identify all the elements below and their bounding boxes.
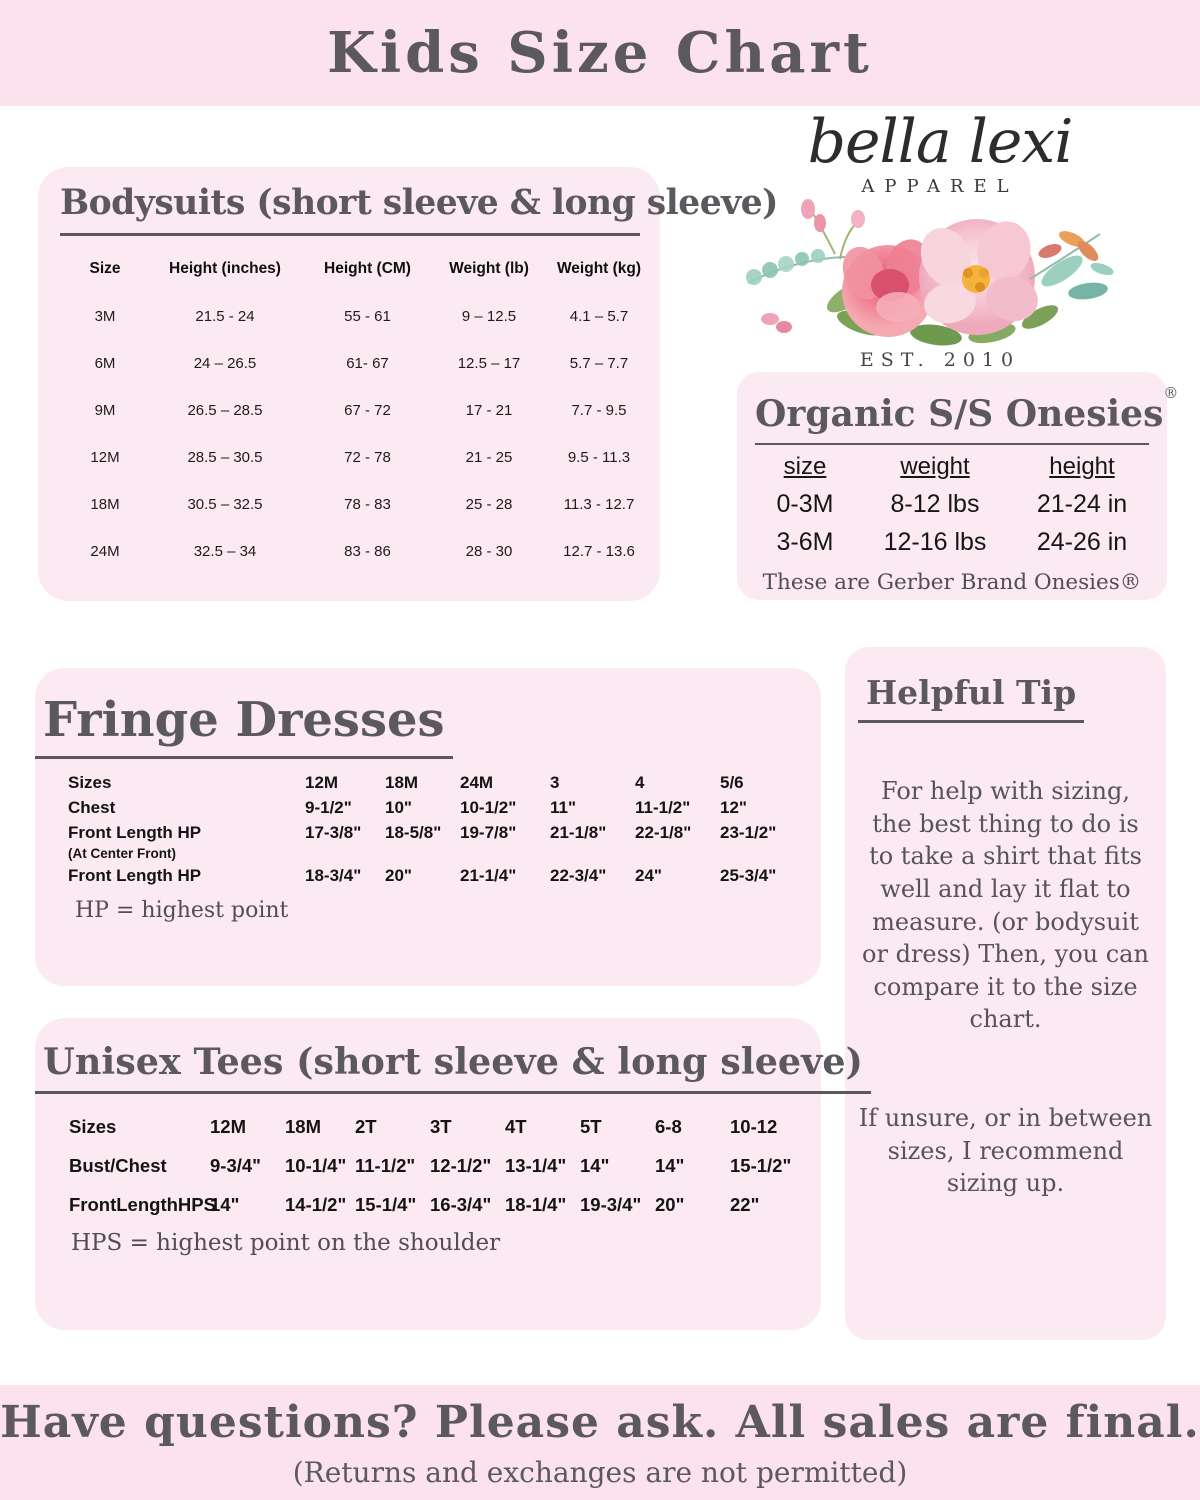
tees-value-cell: 20" bbox=[655, 1194, 685, 1215]
onesies-row bbox=[755, 528, 1149, 557]
tees-value-cell: 19-3/4" bbox=[580, 1194, 642, 1215]
bodysuits-title: Bodysuits (short sleeve & long sleeve) bbox=[60, 183, 640, 236]
tees-value-cell: 15-1/2" bbox=[730, 1155, 792, 1176]
tees-value-cell: 18M bbox=[285, 1116, 321, 1137]
onesies-value-cell: 24-26 in bbox=[1036, 528, 1128, 556]
bodysuits-value-cell: 28 - 30 bbox=[465, 543, 513, 560]
fringe-value-cell: 18-5/8" bbox=[385, 823, 442, 842]
fringe-value-cell: 10" bbox=[385, 798, 412, 817]
bodysuits-value-cell: 83 - 86 bbox=[344, 543, 391, 560]
fringe-value-cell: 4 bbox=[635, 773, 645, 792]
peony-pink bbox=[912, 214, 1042, 335]
tees-value-cell: 15-1/4" bbox=[355, 1194, 417, 1215]
fringe-value-cell: 21-1/4" bbox=[460, 866, 517, 885]
brand-established: EST. 2010 bbox=[859, 349, 1021, 371]
brand-logo bbox=[740, 107, 1140, 371]
bodysuits-value-cell: 55 - 61 bbox=[344, 308, 391, 325]
onesies-column-header: size bbox=[783, 453, 827, 480]
fringe-value-cell: 18M bbox=[385, 773, 419, 792]
fringe-row-label: Front Length HP bbox=[68, 823, 202, 842]
fringe-row-label-row bbox=[35, 773, 821, 793]
tees-row-label: Sizes bbox=[69, 1116, 117, 1137]
onesies-row bbox=[755, 490, 1149, 519]
onesies-title bbox=[755, 384, 1179, 445]
fringe-value-cell: 11" bbox=[550, 798, 577, 817]
fringe-value-cell: 12M bbox=[305, 773, 339, 792]
fringe-value-cell: 24M bbox=[460, 773, 494, 792]
brand-subtitle: APPAREL bbox=[861, 176, 1019, 197]
fringe-value-cell: 3 bbox=[550, 773, 560, 792]
fringe-value-cell: 5/6 bbox=[720, 773, 744, 792]
bodysuits-value-cell: 9 – 12.5 bbox=[461, 308, 517, 325]
tip-paragraph-1: For help with sizing, the best thing to do is to take a shirt that fits well and lay it flat to measure. (or bodysuit or dress) Then, you can compare it to the size chart. bbox=[862, 777, 1149, 1034]
bodysuits-value-cell: 9.5 - 11.3 bbox=[567, 449, 631, 466]
bodysuits-column-header: Weight (lb) bbox=[449, 260, 529, 277]
tees-value-cell: 11-1/2" bbox=[355, 1155, 416, 1176]
registered-mark: ® bbox=[1163, 384, 1179, 402]
tees-value-cell: 6-8 bbox=[655, 1116, 682, 1137]
bodysuits-value-cell: 7.7 - 9.5 bbox=[571, 402, 627, 419]
bodysuits-row bbox=[60, 308, 640, 325]
onesies-value-cell: 8-12 lbs bbox=[890, 490, 980, 518]
tees-value-cell: 5T bbox=[580, 1116, 602, 1137]
onesies-header-row bbox=[755, 453, 1149, 481]
helpful-tip-panel bbox=[845, 647, 1166, 1340]
tees-value-cell: 22" bbox=[730, 1194, 760, 1215]
bodysuits-row bbox=[60, 543, 640, 560]
tip-paragraph-2: If unsure, or in between sizes, I recommend sizing up. bbox=[858, 1104, 1153, 1198]
eucalyptus-branch bbox=[746, 249, 845, 285]
fringe-value-cell: 17-3/8" bbox=[305, 823, 362, 842]
bodysuits-value-cell: 25 - 28 bbox=[465, 496, 513, 513]
onesies-column-header: height bbox=[1049, 453, 1115, 480]
fringe-value-cell: 9-1/2" bbox=[305, 798, 352, 817]
bodysuits-value-cell: 28.5 – 30.5 bbox=[187, 449, 263, 466]
tees-value-cell: 2T bbox=[355, 1116, 377, 1137]
fringe-row-label-row bbox=[35, 823, 821, 843]
footer-question-line: Have questions? Please ask. All sales are final. bbox=[0, 1397, 1200, 1448]
fringe-value-cell: 20" bbox=[385, 866, 412, 885]
bodysuits-row bbox=[60, 449, 640, 466]
fringe-value-cell: 24" bbox=[635, 866, 662, 885]
bodysuits-size-cell: 12M bbox=[90, 449, 120, 466]
fringe-dresses-panel bbox=[35, 668, 821, 986]
bodysuits-size-cell: 24M bbox=[90, 543, 120, 560]
tees-value-cell: 14" bbox=[655, 1155, 685, 1176]
bodysuits-value-cell: 21.5 - 24 bbox=[195, 308, 255, 325]
bodysuits-row bbox=[60, 402, 640, 419]
bodysuits-value-cell: 21 - 25 bbox=[465, 449, 513, 466]
bodysuits-value-cell: 30.5 – 32.5 bbox=[187, 496, 263, 513]
bodysuits-size-cell: 3M bbox=[94, 308, 116, 325]
onesies-column-header: weight bbox=[900, 453, 970, 480]
bodysuits-value-cell: 12.7 - 13.6 bbox=[563, 543, 635, 560]
right-foliage bbox=[1030, 228, 1115, 302]
onesies-title-text: Organic S/S Onesies bbox=[755, 393, 1164, 435]
fringe-row-label: Sizes bbox=[68, 773, 112, 792]
onesies-note: These are Gerber Brand Onesies® bbox=[762, 570, 1142, 595]
bodysuits-value-cell: 12.5 – 17 bbox=[457, 355, 521, 372]
bodysuits-size-cell: 9M bbox=[94, 402, 116, 419]
onesies-panel bbox=[737, 372, 1179, 600]
tees-value-cell: 16-3/4" bbox=[430, 1194, 492, 1215]
fringe-value-cell: 23-1/2" bbox=[720, 823, 777, 842]
bodysuits-column-header: Size bbox=[89, 260, 121, 277]
fringe-value-cell: 22-3/4" bbox=[550, 866, 607, 885]
bodysuits-column-header: Weight (kg) bbox=[556, 260, 642, 277]
tees-footnote: HPS = highest point on the shoulder bbox=[71, 1230, 501, 1256]
tees-row-label: FrontLengthHPS bbox=[69, 1194, 216, 1215]
onesies-size-cell: 3-6M bbox=[776, 528, 834, 556]
bodysuits-value-cell: 5.7 – 7.7 bbox=[569, 355, 629, 372]
flower-bouquet-icon bbox=[740, 199, 1140, 349]
bodysuits-value-cell: 61- 67 bbox=[346, 355, 389, 372]
tees-value-cell: 10-12 bbox=[730, 1116, 778, 1137]
tees-value-cell: 13-1/4" bbox=[505, 1155, 567, 1176]
brand-name: bella lexi bbox=[807, 107, 1073, 177]
tees-row-label-row bbox=[35, 1116, 821, 1138]
fringe-value-cell: 12" bbox=[720, 798, 747, 817]
tees-table bbox=[35, 1116, 821, 1216]
bodysuits-value-cell: 67 - 72 bbox=[344, 402, 391, 419]
onesies-value-cell: 12-16 lbs bbox=[883, 528, 987, 556]
onesies-value-cell: 21-24 in bbox=[1036, 490, 1128, 518]
fringe-row-label-row bbox=[35, 798, 821, 818]
tip-title: Helpful Tip bbox=[858, 673, 1084, 723]
bodysuits-table bbox=[60, 260, 640, 560]
bodysuits-header-row bbox=[60, 260, 640, 278]
tees-title: Unisex Tees (short sleeve & long sleeve) bbox=[35, 1040, 871, 1094]
fringe-row-label: (At Center Front) bbox=[68, 846, 176, 861]
tees-row-label: Bust/Chest bbox=[69, 1155, 167, 1176]
page-header bbox=[0, 0, 1200, 106]
tees-value-cell: 14" bbox=[210, 1194, 240, 1215]
fringe-row-label-row bbox=[35, 846, 821, 861]
fringe-value-cell: 11-1/2" bbox=[635, 798, 691, 817]
unisex-tees-panel bbox=[35, 1018, 863, 1330]
fringe-value-cell: 19-7/8" bbox=[460, 823, 517, 842]
bodysuits-value-cell: 78 - 83 bbox=[344, 496, 391, 513]
fringe-row-label: Front Length HP bbox=[68, 866, 202, 885]
bodysuits-column-header: Height (CM) bbox=[324, 260, 411, 277]
bodysuits-value-cell: 32.5 – 34 bbox=[193, 543, 257, 560]
onesies-size-cell: 0-3M bbox=[776, 490, 834, 518]
tees-value-cell: 3T bbox=[430, 1116, 452, 1137]
tees-row-label-row bbox=[35, 1194, 821, 1216]
tees-value-cell: 12-1/2" bbox=[430, 1155, 492, 1176]
onesies-rows bbox=[755, 490, 1149, 557]
bodysuits-size-cell: 6M bbox=[94, 355, 116, 372]
bodysuits-value-cell: 11.3 - 12.7 bbox=[563, 496, 635, 513]
bodysuits-column-header: Height (inches) bbox=[169, 260, 281, 277]
fringe-title: Fringe Dresses bbox=[35, 692, 453, 759]
tees-value-cell: 9-3/4" bbox=[210, 1155, 261, 1176]
fringe-value-cell: 18-3/4" bbox=[305, 866, 362, 885]
fringe-value-cell: 21-1/8" bbox=[550, 823, 607, 842]
tees-value-cell: 12M bbox=[210, 1116, 246, 1137]
bodysuits-value-cell: 17 - 21 bbox=[465, 402, 513, 419]
fringe-value-cell: 10-1/2" bbox=[460, 798, 517, 817]
fringe-footnote: HP = highest point bbox=[75, 898, 289, 923]
bodysuits-panel bbox=[38, 167, 778, 601]
fringe-table bbox=[35, 773, 821, 886]
tees-value-cell: 18-1/4" bbox=[505, 1194, 567, 1215]
tees-value-cell: 14" bbox=[580, 1155, 610, 1176]
tees-value-cell: 14-1/2" bbox=[285, 1194, 347, 1215]
tees-value-cell: 4T bbox=[505, 1116, 527, 1137]
footer-returns-line: (Returns and exchanges are not permitted) bbox=[292, 1456, 908, 1489]
bodysuits-row bbox=[60, 496, 640, 513]
bodysuits-value-cell: 72 - 78 bbox=[344, 449, 391, 466]
fringe-value-cell: 25-3/4" bbox=[720, 866, 777, 885]
bodysuits-size-cell: 18M bbox=[90, 496, 120, 513]
tees-row-label-row bbox=[35, 1155, 821, 1177]
bodysuits-value-cell: 24 – 26.5 bbox=[193, 355, 257, 372]
bodysuits-value-cell: 26.5 – 28.5 bbox=[187, 402, 263, 419]
bodysuits-value-cell: 4.1 – 5.7 bbox=[569, 308, 629, 325]
fringe-row-label-row bbox=[35, 866, 821, 886]
bodysuits-row bbox=[60, 355, 640, 372]
fringe-row-label: Chest bbox=[68, 798, 116, 817]
bodysuits-rows bbox=[60, 308, 640, 560]
page-title: Kids Size Chart bbox=[327, 20, 873, 86]
page-footer bbox=[0, 1385, 1200, 1500]
fringe-value-cell: 22-1/8" bbox=[635, 823, 692, 842]
tees-value-cell: 10-1/4" bbox=[285, 1155, 347, 1176]
